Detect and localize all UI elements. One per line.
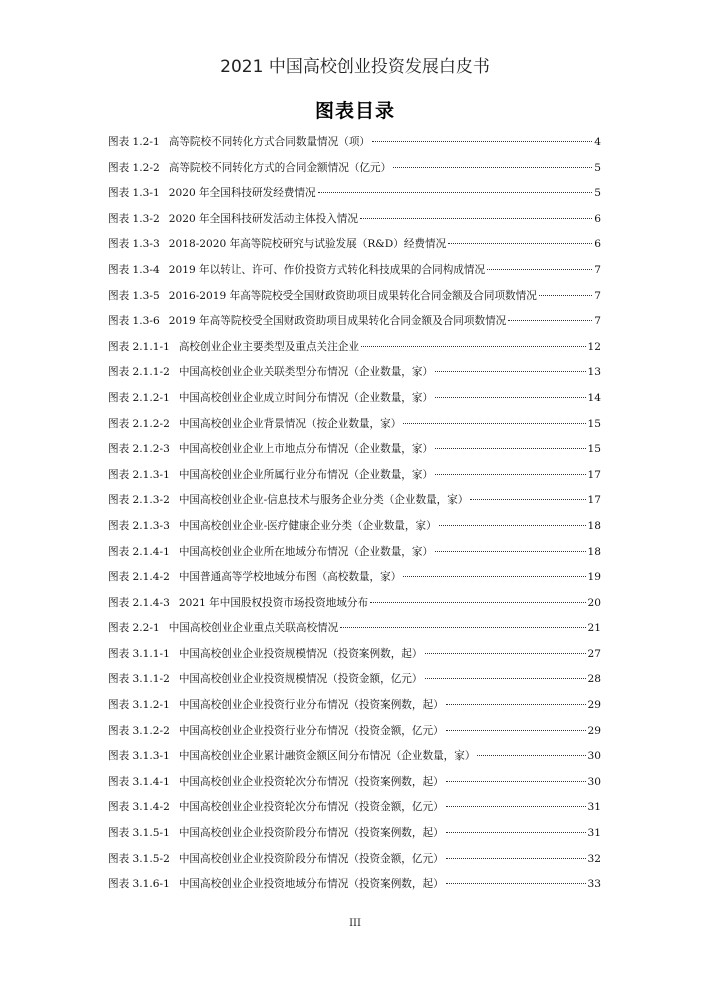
entry-caption: 高校创业企业主要类型及重点关注企业 (178, 340, 359, 353)
entry-page-number: 21 (587, 622, 601, 635)
toc-entry[interactable] (108, 770, 601, 796)
toc-entry[interactable] (108, 181, 601, 207)
entry-page-number: 7 (594, 289, 601, 302)
dot-leader (448, 243, 592, 244)
dot-leader (435, 474, 585, 475)
entry-caption: 2019 年以转让、许可、作价投资方式转化科技成果的合同构成情况 (168, 263, 486, 276)
entry-page-number: 17 (587, 494, 601, 507)
entry-label: 图表 3.1.5-2 (108, 852, 170, 865)
entry-page-number: 29 (587, 724, 601, 737)
toc-entry[interactable] (108, 591, 601, 617)
entry-caption: 中国普通高等学校地域分布图（高校数量，家） (178, 571, 402, 584)
entry-caption: 高等院校不同转化方式的合同金额情况（亿元） (168, 161, 392, 174)
dot-leader (439, 525, 586, 526)
entry-label: 图表 1.3-1 (108, 187, 160, 200)
entry-page-number: 7 (594, 315, 601, 328)
entry-caption: 中国高校创业企业投资轮次分布情况（投资金额，亿元） (178, 801, 444, 814)
toc-entry[interactable] (108, 412, 601, 438)
toc-entry[interactable] (108, 488, 601, 514)
dot-leader (446, 704, 586, 705)
entry-caption: 中国高校创业企业投资阶段分布情况（投资案例数，起） (178, 827, 444, 840)
entry-page-number: 7 (594, 263, 601, 276)
dot-leader (403, 423, 585, 424)
entry-caption: 中国高校创业企业投资行业分布情况（投资金额，亿元） (178, 724, 444, 737)
toc-entry[interactable] (108, 565, 601, 591)
entry-label: 图表 1.3-6 (108, 315, 160, 328)
entry-label: 图表 2.1.4-3 (108, 596, 170, 609)
entry-page-number: 27 (587, 647, 601, 660)
toc-entry[interactable] (108, 360, 601, 386)
entry-caption: 中国高校创业企业累计融资金额区间分布情况（企业数量，家） (178, 750, 476, 763)
toc-entry[interactable] (108, 540, 601, 566)
dot-leader (487, 269, 592, 270)
entry-caption: 中国高校创业企业-信息技术与服务企业分类（企业数量，家） (178, 494, 469, 507)
toc-entry[interactable] (108, 130, 601, 156)
entry-label: 图表 2.1.4-2 (108, 571, 170, 584)
toc-entry[interactable] (108, 258, 601, 284)
entry-label: 图表 1.3-5 (108, 289, 160, 302)
entry-caption: 2019 年高等院校受全国财政资助项目成果转化合同金额及合同项数情况 (168, 315, 507, 328)
entry-label: 图表 2.1.3-2 (108, 494, 170, 507)
entry-caption: 中国高校创业企业上市地点分布情况（企业数量，家） (178, 443, 434, 456)
entry-label: 图表 3.1.6-1 (108, 878, 170, 891)
dot-leader (435, 371, 585, 372)
entry-caption: 中国高校创业企业所属行业分布情况（企业数量，家） (178, 468, 434, 481)
dot-leader (446, 806, 586, 807)
entry-label: 图表 2.1.1-1 (108, 340, 170, 353)
running-header: 2021 中国高校创业投资发展白皮书 (220, 57, 490, 77)
dot-leader (425, 653, 586, 654)
entry-page-number: 33 (587, 878, 601, 891)
entry-caption: 中国高校创业企业投资规模情况（投资金额，亿元） (178, 673, 423, 686)
entry-page-number: 30 (587, 775, 601, 788)
toc-entry[interactable] (108, 847, 601, 873)
entry-label: 图表 3.1.5-1 (108, 827, 170, 840)
toc-entry[interactable] (108, 795, 601, 821)
entry-label: 图表 3.1.4-1 (108, 775, 170, 788)
entry-page-number: 6 (594, 212, 601, 225)
entry-label: 图表 3.1.4-2 (108, 801, 170, 814)
dot-leader (446, 858, 586, 859)
entry-caption: 中国高校创业企业重点关联高校情况 (168, 622, 339, 635)
entry-label: 图表 2.1.2-3 (108, 443, 170, 456)
dot-leader (360, 218, 592, 219)
entry-caption: 中国高校创业企业投资地域分布情况（投资案例数，起） (178, 878, 444, 891)
entry-label: 图表 3.1.2-1 (108, 699, 170, 712)
dot-leader (477, 755, 585, 756)
entry-caption: 中国高校创业企业投资行业分布情况（投资案例数，起） (178, 699, 444, 712)
toc-entry[interactable] (108, 463, 601, 489)
entry-caption: 中国高校创业企业背景情况（按企业数量，家） (178, 417, 402, 430)
toc-entry[interactable] (108, 872, 601, 898)
figure-index-list (108, 130, 601, 898)
entry-page-number: 17 (587, 468, 601, 481)
dot-leader (340, 627, 585, 628)
entry-caption: 高等院校不同转化方式合同数量情况（项） (168, 136, 371, 148)
entry-page-number: 19 (587, 571, 601, 584)
toc-entry[interactable] (108, 821, 601, 847)
toc-entry[interactable] (108, 309, 601, 335)
dot-leader (372, 141, 592, 142)
entry-page-number: 32 (587, 852, 601, 865)
entry-label: 图表 1.2-1 (108, 136, 160, 148)
dot-leader (539, 295, 592, 296)
entry-page-number: 31 (587, 827, 601, 840)
entry-page-number: 5 (594, 161, 601, 174)
entry-page-number: 31 (587, 801, 601, 814)
entry-label: 图表 2.1.3-1 (108, 468, 170, 481)
entry-page-number: 30 (587, 750, 601, 763)
page-title: 图表目录 (314, 100, 395, 122)
toc-entry[interactable] (108, 232, 601, 258)
entry-label: 图表 3.1.2-2 (108, 724, 170, 737)
entry-label: 图表 2.1.2-1 (108, 391, 170, 404)
entry-caption: 2021 年中国股权投资市场投资地域分布 (178, 596, 369, 609)
entry-page-number: 20 (587, 596, 601, 609)
toc-entry[interactable] (108, 616, 601, 642)
toc-entry[interactable] (108, 156, 601, 182)
entry-caption: 中国高校创业企业关联类型分布情况（企业数量，家） (178, 366, 434, 379)
toc-entry[interactable] (108, 642, 601, 668)
dot-leader (370, 602, 585, 603)
entry-page-number: 18 (587, 545, 601, 558)
entry-caption: 2020 年全国科技研发活动主体投入情况 (168, 212, 358, 225)
entry-page-number: 5 (594, 187, 601, 200)
toc-entry[interactable] (108, 207, 601, 233)
dot-leader (435, 551, 585, 552)
entry-label: 图表 1.3-4 (108, 263, 160, 276)
dot-leader (435, 448, 585, 449)
entry-caption: 中国高校创业企业-医疗健康企业分类（企业数量，家） (178, 519, 437, 532)
entry-caption: 中国高校创业企业投资轮次分布情况（投资案例数，起） (178, 775, 444, 788)
entry-label: 图表 2.1.4-1 (108, 545, 170, 558)
dot-leader (508, 320, 592, 321)
toc-entry[interactable] (108, 667, 601, 693)
dot-leader (470, 499, 585, 500)
entry-label: 图表 1.3-3 (108, 238, 160, 251)
toc-entry[interactable] (108, 386, 601, 412)
entry-label: 图表 2.1.3-3 (108, 519, 170, 532)
entry-label: 图表 2.1.1-2 (108, 366, 170, 379)
toc-entry[interactable] (108, 335, 601, 361)
entry-label: 图表 1.3-2 (108, 212, 160, 225)
dot-leader (446, 832, 586, 833)
entry-page-number: 13 (587, 366, 601, 379)
dot-leader (361, 346, 586, 347)
entry-page-number: 4 (594, 136, 601, 148)
entry-caption: 中国高校创业企业投资规模情况（投资案例数，起） (178, 647, 423, 660)
toc-entry[interactable] (108, 514, 601, 540)
entry-label: 图表 3.1.1-1 (108, 647, 170, 660)
entry-page-number: 29 (587, 699, 601, 712)
toc-entry[interactable] (108, 284, 601, 310)
entry-page-number: 15 (587, 443, 601, 456)
dot-leader (435, 397, 585, 398)
dot-leader (446, 730, 586, 731)
toc-entry[interactable] (108, 744, 601, 770)
entry-label: 图表 2.2-1 (108, 622, 160, 635)
dot-leader (446, 883, 586, 884)
entry-caption: 中国高校创业企业投资阶段分布情况（投资金额，亿元） (178, 852, 444, 865)
entry-caption: 2020 年全国科技研发经费情况 (168, 187, 316, 200)
dot-leader (403, 576, 585, 577)
entry-caption: 2018-2020 年高等院校研究与试验发展（R&D）经费情况 (168, 238, 447, 251)
dot-leader (446, 781, 586, 782)
entry-label: 图表 1.2-2 (108, 161, 160, 174)
toc-entry[interactable] (108, 693, 601, 719)
page-number: III (349, 918, 361, 929)
entry-caption: 中国高校创业企业所在地域分布情况（企业数量，家） (178, 545, 434, 558)
entry-label: 图表 3.1.3-1 (108, 750, 170, 763)
toc-entry[interactable] (108, 719, 601, 745)
entry-page-number: 18 (587, 519, 601, 532)
entry-page-number: 12 (587, 340, 601, 353)
entry-caption: 2016-2019 年高等院校受全国财政资助项目成果转化合同金额及合同项数情况 (168, 289, 537, 302)
entry-label: 图表 3.1.1-2 (108, 673, 170, 686)
entry-label: 图表 2.1.2-2 (108, 417, 170, 430)
entry-page-number: 14 (587, 391, 601, 404)
entry-caption: 中国高校创业企业成立时间分布情况（企业数量，家） (178, 391, 434, 404)
dot-leader (393, 167, 592, 168)
dot-leader (425, 678, 586, 679)
entry-page-number: 15 (587, 417, 601, 430)
entry-page-number: 6 (594, 238, 601, 251)
dot-leader (318, 192, 593, 193)
entry-page-number: 28 (587, 673, 601, 686)
toc-entry[interactable] (108, 437, 601, 463)
